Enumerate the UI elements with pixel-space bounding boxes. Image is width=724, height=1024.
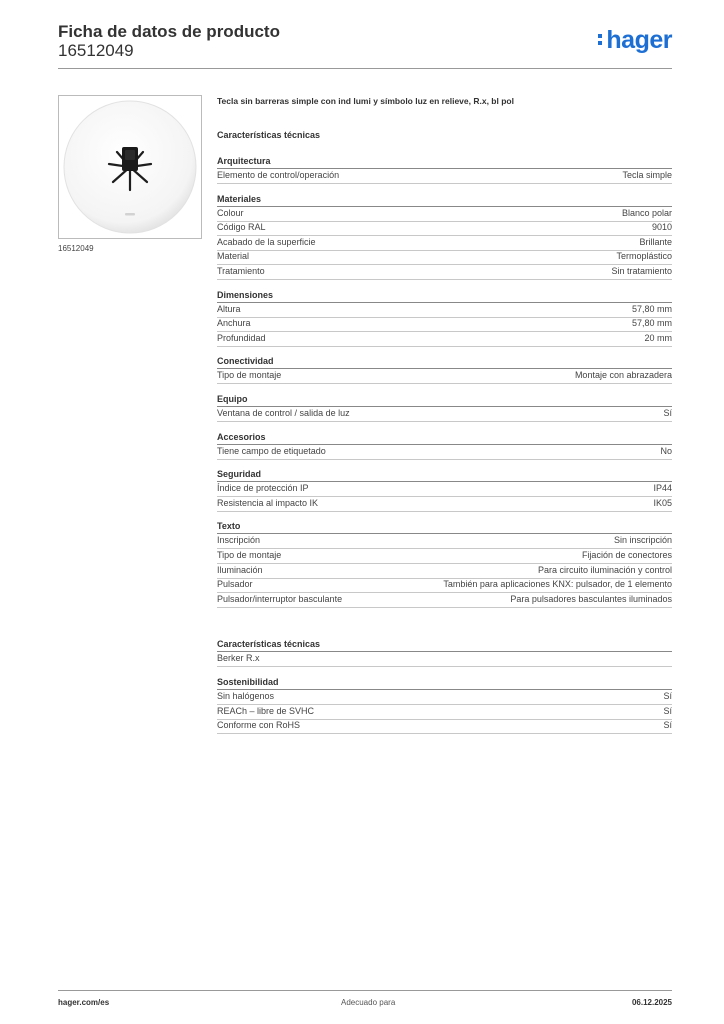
table-row bbox=[217, 207, 672, 222]
table-row bbox=[217, 549, 672, 564]
footer-date: 06.12.2025 bbox=[631, 998, 672, 1007]
row-value: 9010 bbox=[651, 222, 672, 233]
header-divider bbox=[58, 68, 672, 69]
row-value: Montaje con abrazadera bbox=[574, 370, 672, 381]
table-row bbox=[217, 369, 672, 384]
footer-divider bbox=[58, 990, 672, 991]
section-title: Accesorios bbox=[217, 431, 266, 442]
section-title: Seguridad bbox=[217, 469, 262, 480]
row-value: IP44 bbox=[653, 483, 672, 494]
footer-website[interactable]: hager.com/es bbox=[58, 998, 110, 1007]
section-title: Texto bbox=[217, 521, 241, 532]
row-value: IK05 bbox=[653, 497, 672, 508]
row-label: Acabado de la superficie bbox=[217, 236, 316, 247]
row-label: Conforme con RoHS bbox=[217, 720, 301, 731]
row-label: Profundidad bbox=[217, 332, 266, 343]
table-row bbox=[217, 169, 672, 184]
product-image bbox=[58, 95, 202, 239]
rocker-key-with-led-symbol-icon bbox=[59, 96, 201, 238]
table-row bbox=[217, 317, 672, 332]
row-label: Colour bbox=[217, 207, 244, 218]
table-row bbox=[217, 719, 672, 734]
table-row bbox=[217, 407, 672, 422]
table-row bbox=[217, 250, 672, 265]
row-value: Para pulsadores basculantes iluminados bbox=[510, 593, 672, 604]
row-label: Código RAL bbox=[217, 222, 266, 233]
row-label: Pulsador bbox=[217, 579, 253, 590]
logo-dots-icon bbox=[598, 34, 603, 48]
row-value: Sin tratamiento bbox=[611, 266, 672, 276]
table-row bbox=[217, 578, 672, 593]
row-label: Elemento de control/operación bbox=[217, 170, 340, 180]
row-label: Tratamiento bbox=[217, 266, 265, 276]
row-value: 57,80 mm bbox=[631, 303, 672, 314]
row-label: Pulsador/interruptor basculante bbox=[217, 593, 343, 604]
row-label: Berker R.x bbox=[217, 653, 260, 664]
hager-logo bbox=[598, 26, 672, 55]
row-value: Sí bbox=[663, 408, 672, 418]
row-value: Tecla simple bbox=[622, 170, 672, 180]
image-caption: 16512049 bbox=[58, 244, 94, 253]
table-row bbox=[217, 482, 672, 497]
table-row bbox=[217, 652, 672, 667]
row-label: REACh – libre de SVHC bbox=[217, 705, 315, 716]
row-label: Ventana de control / salida de luz bbox=[217, 408, 350, 418]
row-value: Fijación de conectores bbox=[581, 550, 672, 560]
row-value: 57,80 mm bbox=[631, 318, 672, 329]
row-label: Sin halógenos bbox=[217, 691, 275, 701]
row-value: Sin inscripción bbox=[613, 535, 672, 546]
section-title: Equipo bbox=[217, 394, 248, 404]
table-row bbox=[217, 564, 672, 579]
table-row bbox=[217, 303, 672, 318]
row-label: Tipo de montaje bbox=[217, 370, 282, 381]
table-row bbox=[217, 705, 672, 720]
product-number: 16512049 bbox=[58, 41, 134, 60]
section-title: Arquitectura bbox=[217, 156, 271, 166]
section-title: Características técnicas bbox=[217, 639, 321, 650]
row-value: Para circuito iluminación y control bbox=[537, 564, 672, 575]
row-label: Tipo de montaje bbox=[217, 550, 282, 560]
row-value: Sí bbox=[663, 691, 672, 701]
main-heading: Características técnicas bbox=[217, 130, 321, 140]
table-row bbox=[217, 690, 672, 705]
row-label: Tiene campo de etiquetado bbox=[217, 445, 326, 456]
table-row bbox=[217, 445, 672, 460]
document-title: Ficha de datos de producto bbox=[58, 22, 280, 41]
row-value: 20 mm bbox=[644, 332, 672, 343]
row-label: Resistencia al impacto IK bbox=[217, 497, 319, 508]
page-header bbox=[58, 20, 672, 70]
row-value: No bbox=[660, 445, 672, 456]
row-label: Iluminación bbox=[217, 564, 263, 575]
table-row bbox=[217, 593, 672, 608]
row-value: Sí bbox=[663, 720, 672, 731]
table-row bbox=[217, 221, 672, 236]
row-label: Altura bbox=[217, 303, 241, 314]
table-row bbox=[217, 534, 672, 549]
section-title: Sostenibilidad bbox=[217, 677, 279, 687]
row-value: Brillante bbox=[639, 236, 672, 247]
row-value: Termoplástico bbox=[616, 251, 672, 262]
row-label: Inscripción bbox=[217, 535, 261, 546]
section-title: Materiales bbox=[217, 193, 262, 204]
table-row bbox=[217, 236, 672, 251]
row-label: Anchura bbox=[217, 318, 251, 329]
table-row bbox=[217, 497, 672, 512]
table-row bbox=[217, 265, 672, 280]
section-title: Conectividad bbox=[217, 356, 274, 367]
row-label: Índice de protección IP bbox=[217, 483, 309, 494]
logo-text: hager bbox=[606, 26, 672, 54]
row-value: Blanco polar bbox=[621, 207, 672, 218]
section-title: Dimensiones bbox=[217, 289, 274, 300]
row-value: Sí bbox=[663, 705, 672, 716]
row-value: También para aplicaciones KNX: pulsador, de 1 elemento bbox=[443, 579, 672, 590]
row-label: Material bbox=[217, 251, 250, 262]
product-description: Tecla sin barreras simple con ind lumi y símbolo luz en relieve, R.x, bl pol bbox=[217, 96, 514, 106]
table-row bbox=[217, 332, 672, 347]
footer-note: Adecuado para bbox=[341, 998, 396, 1007]
